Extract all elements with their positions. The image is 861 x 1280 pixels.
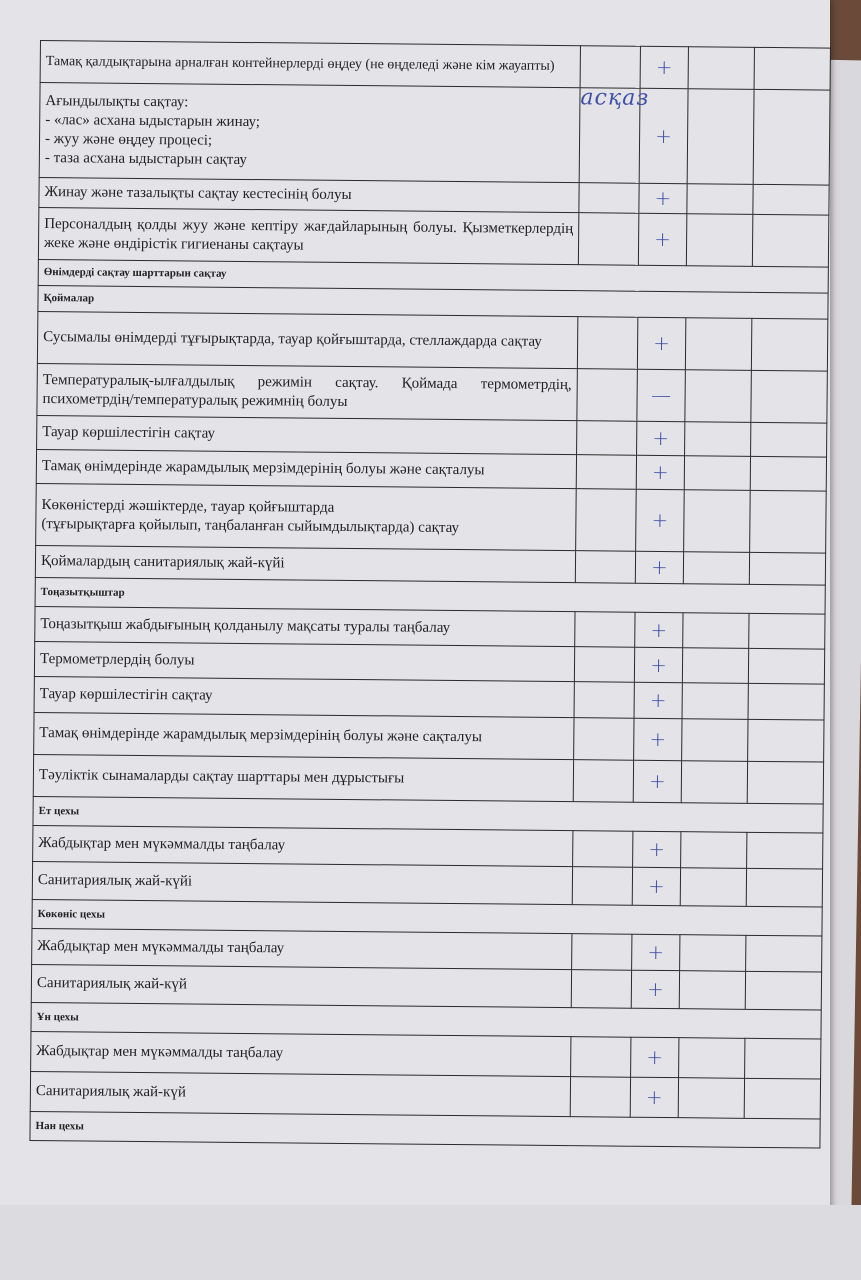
empty-cell <box>684 490 751 553</box>
empty-cell <box>753 184 829 215</box>
empty-cell <box>748 719 824 762</box>
empty-cell <box>751 318 827 371</box>
criterion-text: Тауар көршілестігін сақтау <box>37 415 577 454</box>
empty-cell <box>680 868 746 907</box>
empty-cell <box>571 970 631 1009</box>
empty-cell <box>575 612 635 648</box>
mark-cell: + <box>632 934 680 970</box>
empty-cell <box>680 935 746 972</box>
mark-cell: + <box>635 612 683 647</box>
empty-cell <box>747 832 823 869</box>
criterion-text: Жабдықтар мен мүкәммалды таңбалау <box>32 928 572 969</box>
empty-cell <box>745 971 821 1010</box>
criterion-text: Жабдықтар мен мүкәммалды таңбалау <box>31 1031 571 1076</box>
empty-cell <box>688 47 754 90</box>
empty-cell <box>580 46 640 89</box>
empty-cell <box>575 551 635 584</box>
section-title: Ұн цехы <box>31 1002 821 1039</box>
criterion-text: Сусымалы өнімдерді тұғырықтарда, тауар қойғыштарда, стеллаждарда сақтау <box>37 311 577 368</box>
empty-cell <box>576 489 637 552</box>
empty-cell <box>745 1038 821 1079</box>
empty-cell <box>573 831 633 868</box>
criterion-text: Жинау және тазалықты сақтау кестесінің болуы <box>39 177 579 212</box>
mark-cell: + <box>634 682 682 718</box>
mark-cell: — <box>637 369 685 421</box>
empty-cell <box>687 89 754 185</box>
empty-cell <box>746 935 822 972</box>
empty-cell <box>577 421 637 456</box>
empty-cell <box>576 455 636 490</box>
empty-cell <box>574 718 634 761</box>
empty-cell <box>748 683 824 720</box>
empty-cell <box>570 1077 630 1118</box>
mark-cell: + <box>636 489 685 551</box>
empty-cell <box>752 214 828 267</box>
section-title: Көкөніс цехы <box>32 899 822 936</box>
section-title: Қоймалар <box>38 285 828 319</box>
criterion-text: Санитариялық жай-күй <box>31 964 571 1007</box>
empty-cell <box>577 369 637 422</box>
empty-cell <box>683 613 749 649</box>
empty-cell <box>681 761 747 804</box>
mark-cell: + <box>634 718 682 760</box>
empty-cell <box>679 1038 745 1079</box>
criterion-text: Тәуліктік сынамаларды сақтау шарттары мен дұрыстығы <box>33 754 573 801</box>
empty-cell <box>750 490 827 553</box>
checklist-table <box>29 40 831 1149</box>
mark-cell: + <box>640 46 688 88</box>
table-row <box>37 363 827 423</box>
empty-cell <box>685 422 751 457</box>
empty-cell <box>751 370 827 423</box>
mark-cell: + <box>639 183 687 213</box>
criterion-text: Тауар көршілестігін сақтау <box>34 676 574 717</box>
mark-cell: + <box>631 1037 679 1077</box>
empty-cell <box>572 934 632 971</box>
empty-cell <box>749 613 825 649</box>
empty-cell <box>685 318 751 371</box>
criterion-text: Тамақ өнімдерінде жарамдылық мерзімдерінің болуы және сақталуы <box>34 712 574 759</box>
table-row <box>39 83 830 186</box>
mark-cell: + <box>639 88 688 183</box>
mark-cell: + <box>632 867 680 905</box>
empty-cell <box>747 761 823 804</box>
table-row <box>36 483 827 553</box>
mark-cell: + <box>637 317 685 369</box>
criterion-text: Термометрлердің болуы <box>34 641 574 681</box>
section-title: Өнімдерді сақтау шарттарын сақтау <box>38 259 828 293</box>
mark-cell: + <box>631 970 679 1008</box>
table-row <box>38 207 828 267</box>
mark-cell: + <box>630 1077 678 1117</box>
empty-cell <box>750 456 826 491</box>
empty-cell <box>687 184 753 215</box>
empty-cell <box>683 552 749 585</box>
empty-cell <box>678 1078 744 1119</box>
criterion-text: Санитариялық жай-күйі <box>32 861 572 904</box>
mark-cell: + <box>634 647 682 682</box>
table-row <box>40 41 830 91</box>
empty-cell <box>577 317 637 370</box>
criterion-text: Тоңазытқыш жабдығының қолданылу мақсаты туралы таңбалау <box>35 606 575 646</box>
empty-cell <box>571 1037 631 1078</box>
table-row <box>34 712 824 762</box>
handwritten-note: асқаз <box>579 88 640 184</box>
criterion-text: Персоналдың қолды жуу және кептіру жағдайларының болуы. Қызметкерлердің жеке және өндірістік гигиенаны сақтауы <box>38 207 578 264</box>
section-title: Нан цехы <box>30 1111 820 1148</box>
mark-cell: + <box>633 760 681 802</box>
empty-cell <box>754 47 830 90</box>
empty-cell <box>686 214 752 267</box>
criterion-text: Тамақ қалдықтарына арналған контейнерлерді өңдеу (не өңделеді және кім жауапты) <box>40 41 580 88</box>
mark-cell: + <box>638 213 686 265</box>
empty-cell <box>572 867 632 906</box>
empty-cell <box>684 456 750 491</box>
criterion-text: Көкөністерді жәшіктерде, тауар қойғыштарда (тұғырықтарға қойылып, таңбаланған сыйымдылықтарда) сақтау <box>36 483 577 550</box>
criterion-text: Санитариялық жай-күй <box>30 1071 570 1116</box>
criterion-text: Ағындылықты сақтау: - «лас» асхана ыдыстарын жинау; - жуу және өңдеу процесі; - таза асхана ыдыстарын сақтау <box>39 83 580 183</box>
empty-cell <box>682 719 748 762</box>
empty-cell <box>746 868 822 907</box>
empty-cell <box>574 647 634 683</box>
criterion-text: Температуралық-ылғалдылық режимін сақтау. Қоймада термометрдің, психометрдің/температуралық режимнің болуы <box>37 363 577 420</box>
mark-cell: + <box>635 551 683 583</box>
page-bottom-edge <box>0 1205 861 1280</box>
empty-cell <box>751 422 827 457</box>
mark-cell: + <box>636 455 684 489</box>
empty-cell <box>573 760 633 803</box>
empty-cell <box>682 648 748 684</box>
empty-cell <box>578 213 638 266</box>
empty-cell <box>749 552 825 585</box>
empty-cell <box>682 683 748 720</box>
criterion-text: Тамақ өнімдерінде жарамдылық мерзімдерінің болуы және сақталуы <box>36 449 576 488</box>
empty-cell <box>744 1078 820 1119</box>
section-title: Тоңазытқыштар <box>35 577 825 614</box>
mark-cell: + <box>633 831 681 867</box>
empty-cell <box>748 648 824 684</box>
criterion-text: Қоймалардың санитариялық жай-күйі <box>35 545 575 582</box>
mark-cell: + <box>637 421 685 455</box>
empty-cell <box>574 682 634 719</box>
table-row <box>37 311 827 371</box>
section-title: Ет цехы <box>33 796 823 833</box>
empty-cell <box>579 183 639 214</box>
empty-cell <box>679 971 745 1010</box>
criterion-text: Жабдықтар мен мүкәммалды таңбалау <box>33 825 573 866</box>
empty-cell <box>681 832 747 869</box>
checklist-sheet <box>29 40 830 1149</box>
empty-cell <box>685 370 751 423</box>
empty-cell <box>753 89 830 185</box>
